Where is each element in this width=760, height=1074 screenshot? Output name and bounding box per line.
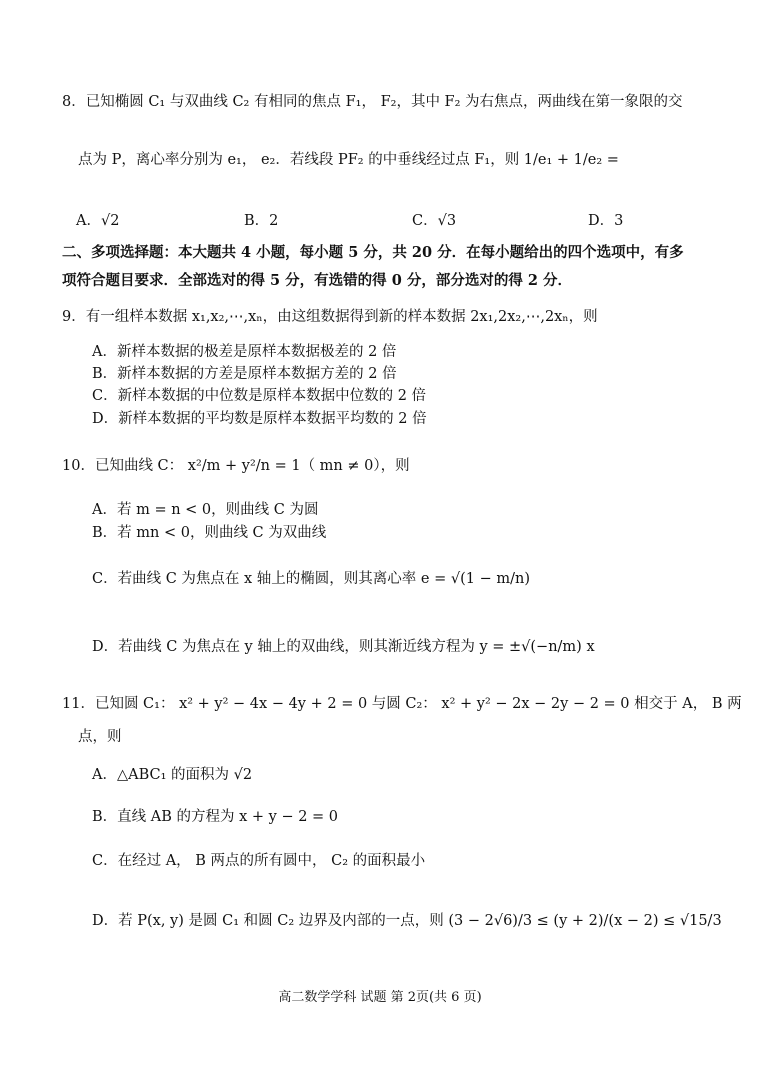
q8-line1: 8．已知椭圆 C₁ 与双曲线 C₂ 有相同的焦点 F₁， F₂，其中 F₂ 为右焦点，两曲线在第一象限的交 [62,94,683,110]
q9-option-d: D．新样本数据的平均数是原样本数据平均数的 2 倍 [92,411,427,427]
page-footer: 高二数学学科 试题 第 2页(共 6 页) [278,990,482,1005]
q11-stem-line1: 11．已知圆 C₁： x² + y² − 4x − 4y + 2 = 0 与圆 C₂： x² + y² − 2x − 2y − 2 = 0 相交于 A， B 两 [62,696,742,712]
q8-option-a: A．√2 [76,213,120,229]
q8-line2: 点为 P，离心率分别为 e₁， e₂．若线段 PF₂ 的中垂线经过点 F₁，则 1/e₁ + 1/e₂ = [78,152,619,168]
q10-stem: 10．已知曲线 C： x²/m + y²/n = 1（ mn ≠ 0），则 [62,458,410,474]
q9-option-c: C．新样本数据的中位数是原样本数据中位数的 2 倍 [92,388,427,404]
q9-option-b: B．新样本数据的方差是原样本数据方差的 2 倍 [92,366,397,382]
q9-stem: 9．有一组样本数据 x₁,x₂,⋯,xₙ，由这组数据得到新的样本数据 2x₁,2x₂,⋯,2xₙ，则 [62,309,598,325]
q8-option-b: B．2 [244,213,279,229]
q11-option-d: D．若 P(x, y) 是圆 C₁ 和圆 C₂ 边界及内部的一点，则 (3 − 2√6)/3 ≤ (y + 2)/(x − 2) ≤ √15/3 [92,913,722,929]
q9-option-a: A．新样本数据的极差是原样本数据极差的 2 倍 [92,344,397,360]
q11-stem-line2: 点，则 [78,729,122,745]
q8-option-d: D．3 [588,213,624,229]
section2-heading-line1: 二、多项选择题：本大题共 4 小题，每小题 5 分，共 20 分．在每小题给出的四个选项中，有多 [62,244,684,261]
q10-option-a: A．若 m = n < 0，则曲线 C 为圆 [92,502,319,518]
q8-option-c: C．√3 [412,213,457,229]
q11-option-b: B．直线 AB 的方程为 x + y − 2 = 0 [92,809,339,825]
q10-option-c: C．若曲线 C 为焦点在 x 轴上的椭圆，则其离心率 e = √(1 − m/n) [92,571,530,587]
q10-option-d: D．若曲线 C 为焦点在 y 轴上的双曲线，则其渐近线方程为 y = ±√(−n/m) x [92,639,595,655]
q11-option-c: C．在经过 A， B 两点的所有圆中， C₂ 的面积最小 [92,853,426,869]
q11-option-a: A．△ABC₁ 的面积为 √2 [92,767,253,783]
section2-heading-line2: 项符合题目要求．全部选对的得 5 分，有选错的得 0 分，部分选对的得 2 分． [62,272,573,289]
q10-option-b: B．若 mn < 0，则曲线 C 为双曲线 [92,525,327,541]
